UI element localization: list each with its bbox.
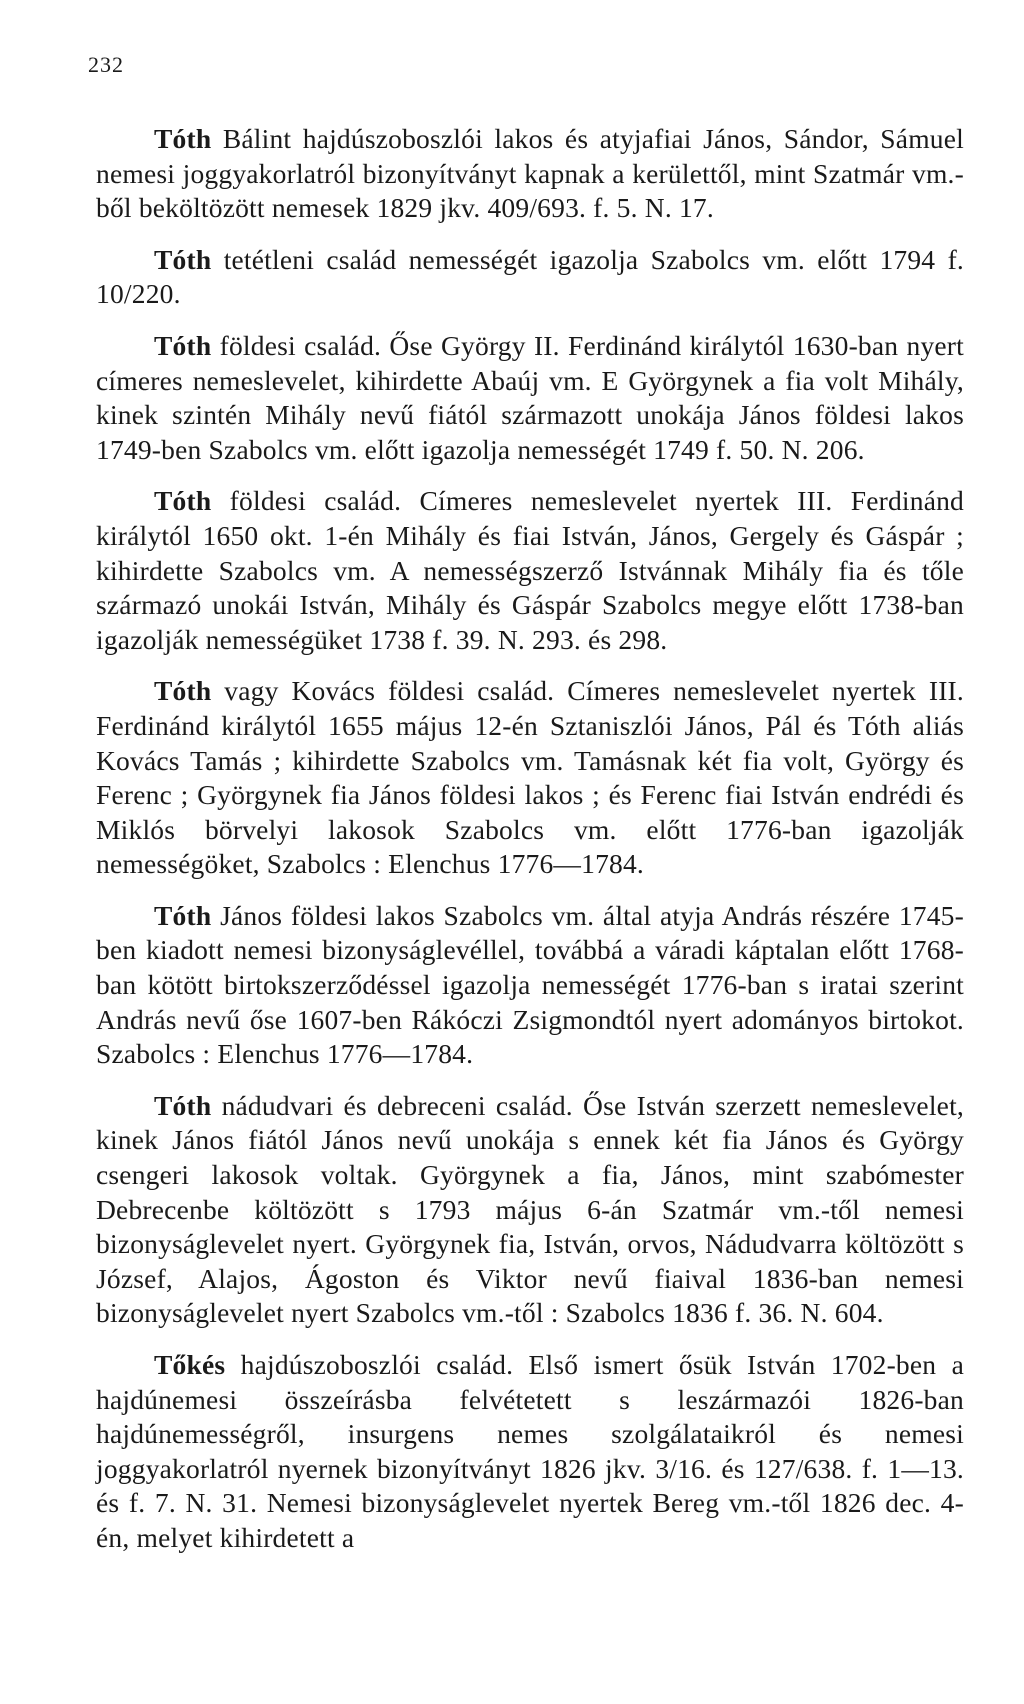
entry [96,1348,964,1556]
page-number: 232 [88,52,124,77]
entry-surname: Tóth [154,675,212,707]
entry [96,1089,964,1331]
entry [96,484,964,657]
entry [96,122,964,226]
entry-surname: Tóth [154,243,212,275]
entry-text: földesi család. Címeres nemeslevelet nyertek III. Ferdinánd királytól 1650 okt. 1-én Mihály és fiai István, János, Gergely és Gáspár ; kihirdette Szabolcs vm. A nemességszerző Istvánnak Mihály fia és tőle származó unokái István, Mihály és Gáspár Szabolcs megye előtt 1738-ban igazolják nemességüket 1738 f. 39. N. 293. és 298. [96,485,965,655]
entry [96,243,964,312]
entry-surname: Tóth [154,329,212,361]
entry-surname: Tóth [154,123,212,154]
entry [96,899,964,1072]
entry [96,674,964,882]
entry-surname: Tőkés [154,1349,226,1380]
entry-text: földesi család. Őse György II. Ferdinánd királytól 1630-ban nyert címeres nemeslevelet, kihirdette Abaúj vm. E Györgynek a fia volt Mihály, kinek szintén Mihály nevű fiától származott unokája János földesi lakos 1749-ben Szabolcs vm. előtt igazolja nemességét 1749 f. 50. N. 206. [96,329,964,465]
entry-text: nádudvari és debreceni család. Őse István szerzett nemeslevelet, kinek János fiától János nevű unokája s ennek két fia János és György csengeri lakosok voltak. Györgynek a fia, János, mint szabómester Debrecenbe költözött s 1793 május 6-án Szatmár vm.-től nemesi bizonyságlevelet nyert. Györgynek fia, István, orvos, Nádudvarra költözött s József, Alajos, Ágoston és Viktor nevű fiaival 1836-ban nemesi bizonyságlevelet nyert Szabolcs vm.-től : Szabolcs 1836 f. 36. N. 604. [96,1089,964,1329]
entry-text: Bálint hajdúszoboszlói lakos és atyjafiai János, Sándor, Sámuel nemesi joggyakorlatról bizonyítványt kapnak a kerülettől, mint Szatmár vm.-ből beköltözött nemesek 1829 jkv. 409/693. f. 5. N. 17. [96,123,964,224]
entry-text: hajdúszoboszlói család. Első ismert ősük István 1702-ben a hajdúnemesi összeírásba felvétetett s leszármazói 1826-ban hajdúnemességről, insurgens nemes szolgálataikról és nemesi joggyakorlatról nyernek bizonyítványt 1826 jkv. 3/16. és 127/638. f. 1—13. és f. 7. N. 31. Nemesi bizonyságlevelet nyertek Bereg vm.-től 1826 dec. 4-én, melyet kihirdetett a [96,1349,964,1553]
entry-surname: Tóth [154,899,212,931]
entry-surname: Tóth [154,1089,212,1121]
entries-text [96,122,964,1573]
entry-text: tetétleni család nemességét igazolja Szabolcs vm. előtt 1794 f. 10/220. [96,243,965,310]
entry-text: János földesi lakos Szabolcs vm. által atyja András részére 1745-ben kiadott nemesi bizonyságlevéllel, továbbá a váradi káptalan előtt 1768-ban kötött birtokszerződéssel igazolja nemességét 1776-ban s iratai szerint András nevű őse 1607-ben Rákóczi Zsigmondtól nyert adományos birtokot. Szabolcs : Elenchus 1776—1784. [96,899,964,1070]
entry-surname: Tóth [154,485,212,517]
entry [96,329,964,467]
entry-text: vagy Kovács földesi család. Címeres nemeslevelet nyertek III. Ferdinánd királytól 1655 május 12-én Sztaniszlói János, Pál és Tóth aliás Kovács Tamás ; kihirdette Szabolcs vm. Tamásnak két fia volt, György és Ferenc ; Györgynek fia János földesi lakos ; és Ferenc fiai István endrédi és Miklós börvelyi lakosok Szabolcs vm. előtt 1776-ban igazolják nemességöket, Szabolcs : Elenchus 1776—1784. [96,675,964,880]
